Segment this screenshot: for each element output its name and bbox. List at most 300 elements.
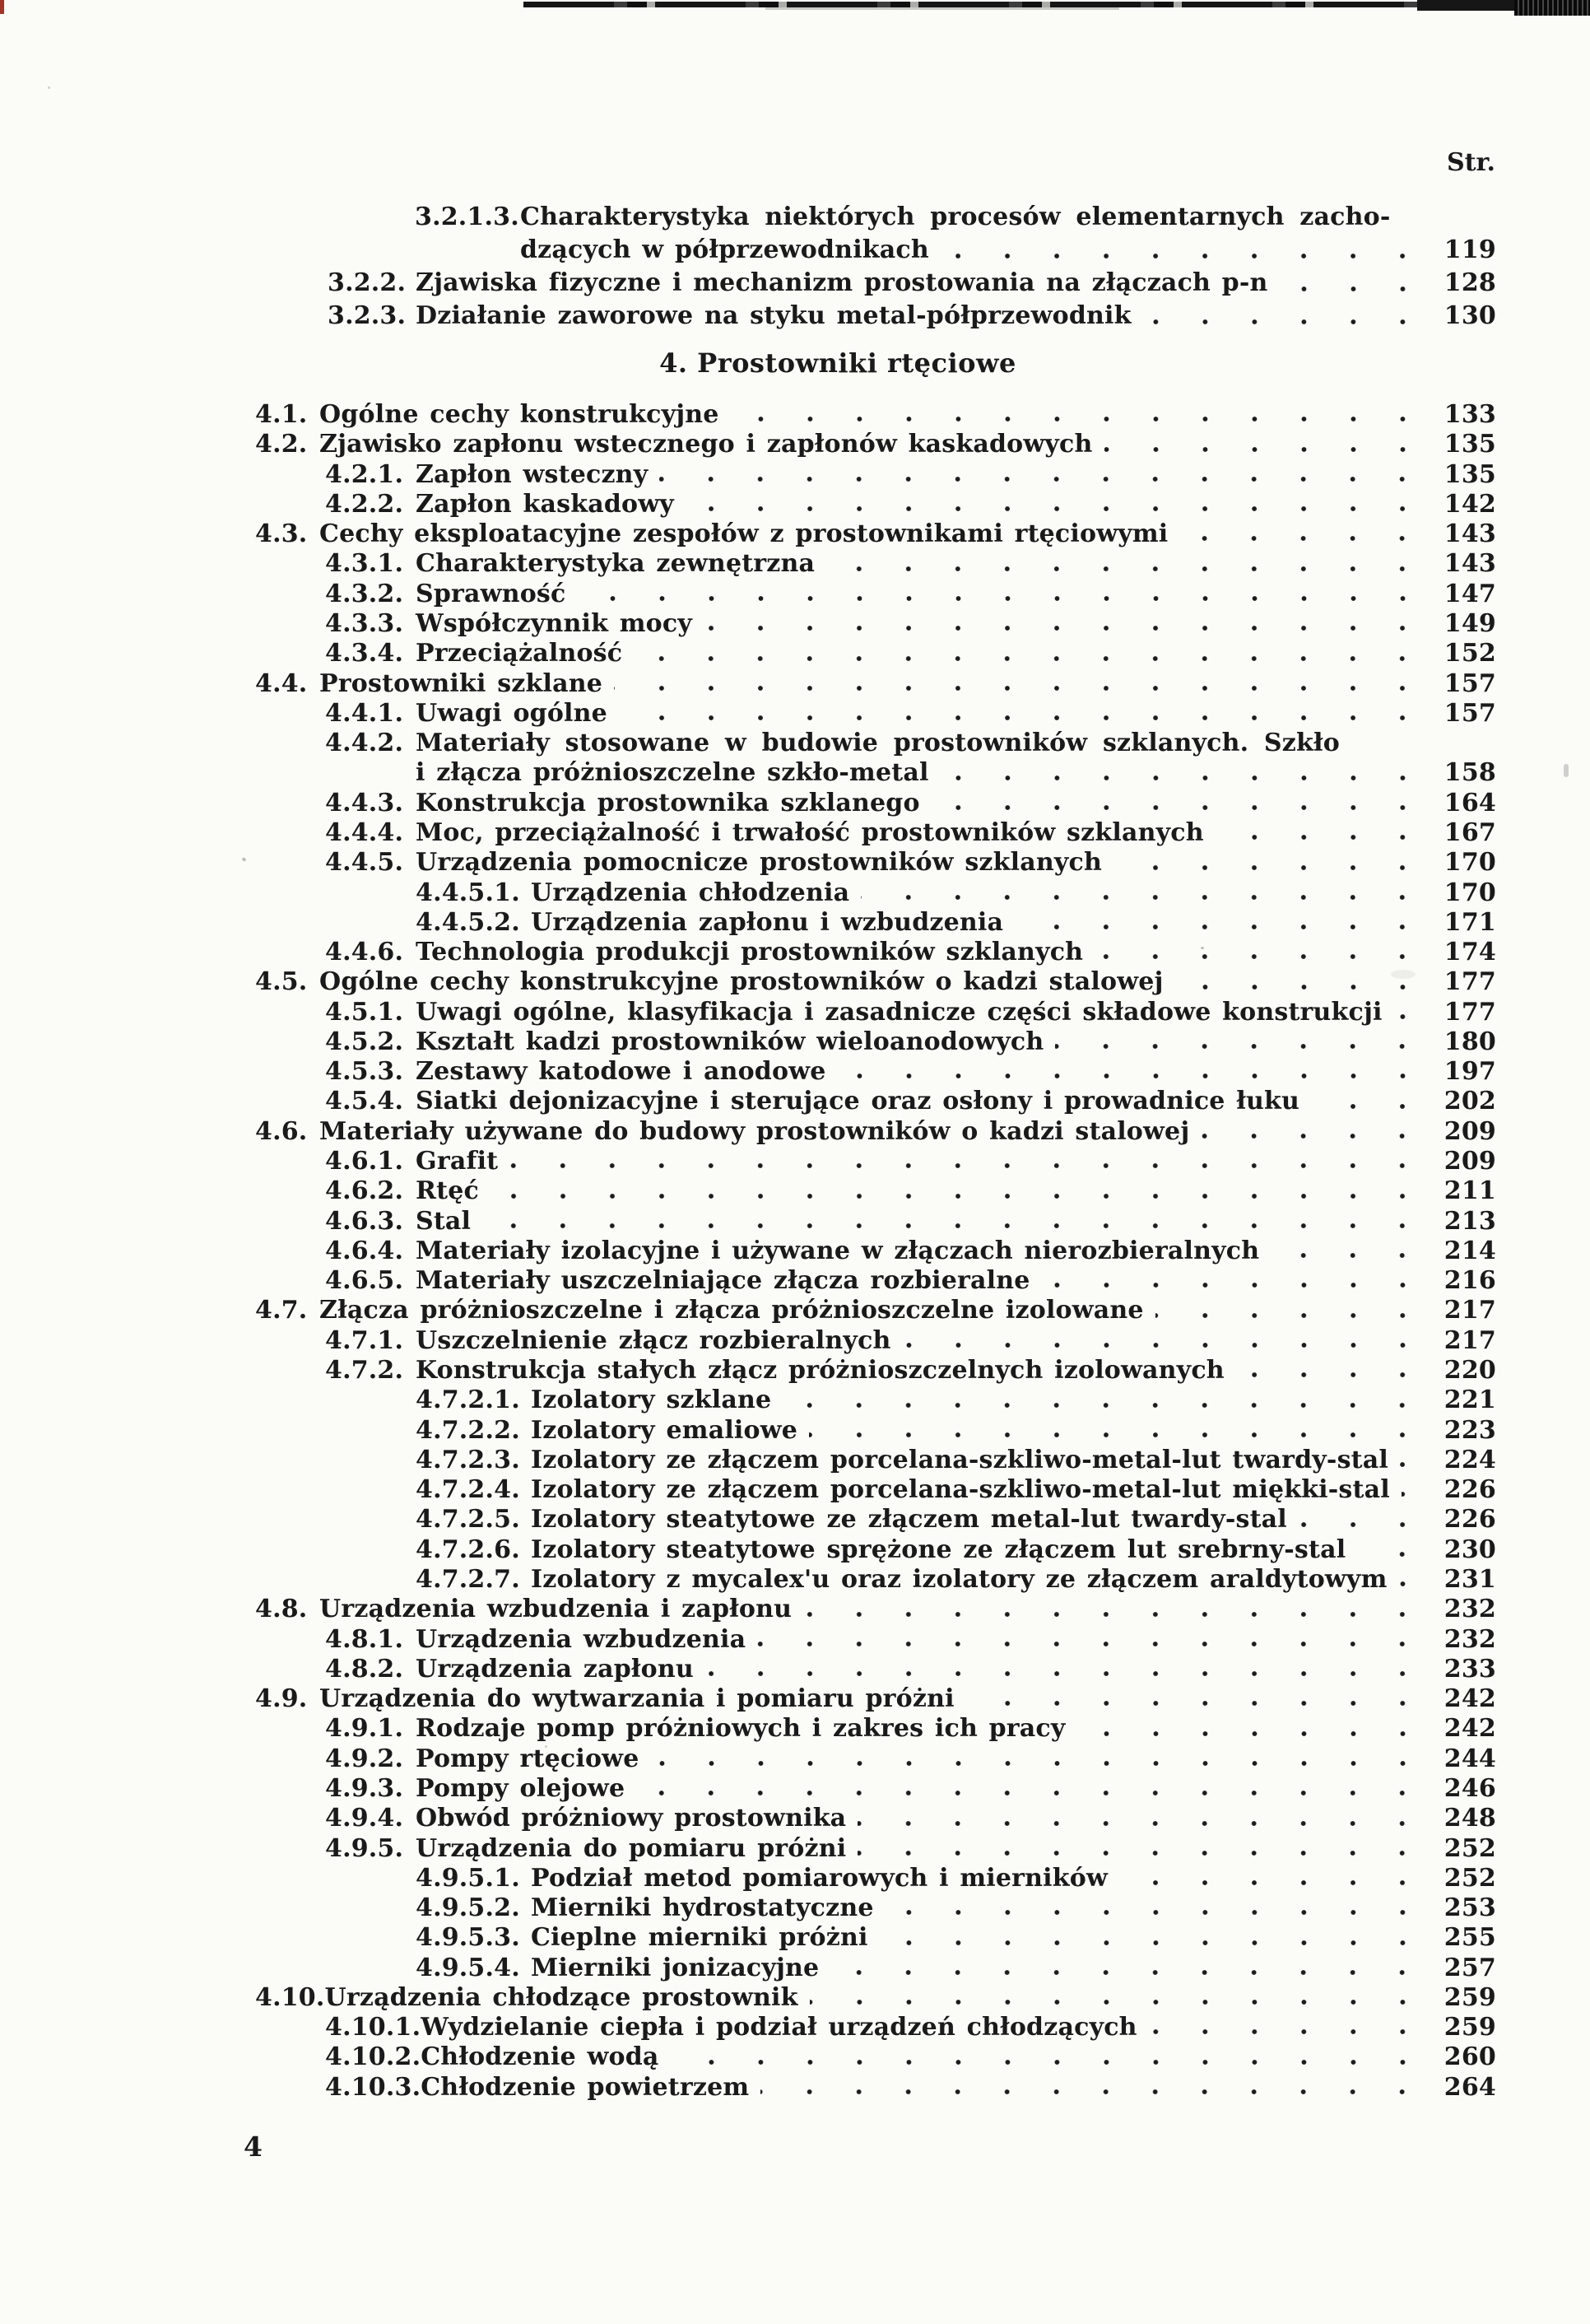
entry-line xyxy=(416,1356,1496,1386)
entry-number: 4.2.2. xyxy=(325,489,404,519)
toc-entry xyxy=(255,1296,1496,1325)
entry-body xyxy=(416,1655,1496,1684)
dot-leader xyxy=(1299,1505,1429,1535)
entry-number: 4.9.4. xyxy=(325,1804,404,1833)
entry-line xyxy=(319,669,1496,699)
entry-page: 220 xyxy=(1444,1356,1496,1385)
toc-entry xyxy=(325,729,1496,789)
entry-page: 252 xyxy=(1444,1833,1496,1863)
toc-entry xyxy=(325,639,1496,668)
entry-body xyxy=(531,1864,1496,1893)
entry-title: Izolatory z mycalex'u oraz izolatory ze złączem araldytowym xyxy=(531,1564,1388,1594)
entry-line xyxy=(416,609,1496,639)
entry-page: 130 xyxy=(1444,301,1496,330)
entry-number: 4.10.2. xyxy=(325,2042,421,2072)
dot-leader xyxy=(903,1326,1429,1356)
dot-leader xyxy=(1113,848,1429,878)
entry-number: 4.2. xyxy=(255,430,308,459)
entry-body xyxy=(319,669,1496,699)
entry-number: 4.6.5. xyxy=(325,1266,404,1296)
entry-line xyxy=(531,1864,1496,1893)
entry-page: 260 xyxy=(1444,2042,1496,2072)
toc-entry xyxy=(325,1087,1496,1116)
entry-page: 230 xyxy=(1444,1535,1496,1564)
entry-title: Współczynnik mocy xyxy=(416,608,692,638)
entry-number: 4.6.2. xyxy=(325,1176,404,1206)
entry-line xyxy=(319,519,1496,549)
dot-leader xyxy=(705,1655,1429,1684)
entry-page: 170 xyxy=(1444,848,1496,878)
scan-speck xyxy=(545,1745,547,1748)
toc-entry xyxy=(416,1446,1496,1475)
dot-leader xyxy=(490,1176,1429,1206)
entry-number: 4.4.6. xyxy=(325,938,404,967)
entry-number: 4.7.2.1. xyxy=(416,1386,520,1415)
entry-line xyxy=(531,1475,1496,1505)
scan-top-right-blob-artifact xyxy=(1514,0,1590,16)
entry-line xyxy=(531,1954,1496,1983)
toc-entry xyxy=(325,460,1496,490)
entry-title: Izolatory emaliowe xyxy=(531,1415,798,1445)
entry-page: 257 xyxy=(1444,1953,1496,1982)
entry-body xyxy=(421,2013,1496,2042)
entry-body xyxy=(416,300,1496,333)
entry-title: Urządzenia do wytwarzania i pomiaru próżni xyxy=(319,1684,955,1714)
entry-line xyxy=(421,2042,1496,2072)
toc-entry xyxy=(255,1684,1496,1714)
dot-leader xyxy=(1400,1446,1429,1475)
entry-body xyxy=(325,1983,1496,2013)
entry-number: 4.4.5.2. xyxy=(416,907,520,937)
entry-line xyxy=(416,848,1496,878)
entry-number: 4.7.2.3. xyxy=(416,1445,520,1474)
dot-leader xyxy=(1201,1117,1429,1147)
entry-body xyxy=(416,1834,1496,1864)
toc-entry xyxy=(325,2073,1496,2103)
entry-page: 242 xyxy=(1444,1714,1496,1744)
entry-line xyxy=(416,818,1496,848)
entry-title: Uwagi ogólne, klasyfikacja i zasadnicze części składowe konstrukcji xyxy=(416,997,1383,1027)
entry-body xyxy=(416,1087,1496,1116)
entry-page: 143 xyxy=(1444,549,1496,579)
dot-leader xyxy=(614,669,1429,699)
toc-entry xyxy=(416,1386,1496,1415)
entry-page: 197 xyxy=(1444,1057,1496,1087)
entry-title: Konstrukcja prostownika szklanego xyxy=(416,788,920,817)
entry-line xyxy=(531,1923,1496,1953)
dot-leader xyxy=(671,2042,1429,2072)
toc-entry xyxy=(325,1326,1496,1356)
entry-number: 4.9.1. xyxy=(325,1714,404,1744)
toc-entry xyxy=(325,1147,1496,1176)
dot-leader xyxy=(1394,998,1429,1027)
entry-line xyxy=(416,1147,1496,1176)
entry-title: Izolatory steatytowe sprężone ze złączem lut srebrny-stal xyxy=(531,1535,1346,1564)
entry-line xyxy=(531,908,1496,938)
toc-entry xyxy=(325,1834,1496,1864)
entry-title: Mierniki hydrostatyczne xyxy=(531,1893,874,1923)
entry-title: Zjawiska fizyczne i mechanizm prostowania na złączach p-n xyxy=(416,268,1268,297)
toc-entry xyxy=(325,998,1496,1027)
dot-leader xyxy=(826,549,1429,579)
entry-page: 211 xyxy=(1444,1176,1496,1206)
dot-leader xyxy=(1399,1565,1429,1595)
entry-body xyxy=(416,549,1496,579)
entry-title: Uszczelnienie złącz rozbieralnych xyxy=(416,1325,891,1355)
entry-page: 164 xyxy=(1444,788,1496,817)
entry-title: Technologia produkcji prostowników szklanych xyxy=(416,938,1084,967)
dot-leader xyxy=(757,1625,1429,1655)
entry-number: 4.3.4. xyxy=(325,639,404,668)
entry-line xyxy=(325,1983,1496,2013)
dot-leader xyxy=(810,1983,1429,2013)
entry-title: Siatki dejonizacyjne i sterujące oraz osłony i prowadnice łuku xyxy=(416,1087,1299,1116)
entry-title: Prostowniki szklane xyxy=(319,668,603,698)
toc-entry xyxy=(325,1237,1496,1266)
entry-body xyxy=(319,1684,1496,1714)
entry-page: 221 xyxy=(1444,1386,1496,1415)
entry-page: 242 xyxy=(1444,1684,1496,1714)
entry-page: 246 xyxy=(1444,1773,1496,1803)
entry-title: dzących w półprzewodnikach xyxy=(520,235,929,264)
entry-title: Rodzaje pomp próżniowych i zakres ich pracy xyxy=(416,1714,1066,1744)
entry-number: 4.5.3. xyxy=(325,1057,404,1087)
entry-line xyxy=(416,267,1496,300)
entry-body xyxy=(416,1774,1496,1804)
dot-leader xyxy=(636,1774,1429,1804)
entry-page: 180 xyxy=(1444,1027,1496,1056)
toc-entry xyxy=(325,1057,1496,1087)
entry-page: 147 xyxy=(1444,579,1496,608)
entry-title: Pompy rtęciowe xyxy=(416,1744,639,1773)
scan-speck xyxy=(1391,970,1416,979)
entry-number: 4.8.2. xyxy=(325,1654,404,1684)
entry-number: 4.4.2. xyxy=(325,729,404,758)
toc-entry xyxy=(416,1954,1496,1983)
entry-body xyxy=(531,1923,1496,1953)
entry-body xyxy=(319,1296,1496,1325)
dot-leader xyxy=(760,2073,1429,2103)
entry-number: 4.4.4. xyxy=(325,817,404,847)
entry-body xyxy=(416,609,1496,639)
entry-title: Urządzenia chłodzenia xyxy=(531,878,850,907)
entry-title: i złącza próżnioszczelne szkło-metal xyxy=(416,758,929,788)
entry-line xyxy=(531,1535,1496,1565)
dot-leader xyxy=(858,1834,1429,1864)
entry-title: Cieplne mierniki próżni xyxy=(531,1923,868,1953)
entry-title: Sprawność xyxy=(416,579,566,608)
entry-title: Działanie zaworowe na styku metal-półprzewodnik xyxy=(416,301,1132,330)
dot-leader xyxy=(1042,1266,1429,1296)
entry-body xyxy=(531,1386,1496,1415)
entry-page: 171 xyxy=(1444,907,1496,937)
toc-entry xyxy=(325,1804,1496,1833)
entry-page: 167 xyxy=(1444,817,1496,847)
dot-leader xyxy=(886,1893,1429,1923)
dot-leader xyxy=(1179,519,1429,549)
dot-leader xyxy=(1015,908,1429,938)
entry-page: 233 xyxy=(1444,1654,1496,1684)
toc-entry xyxy=(325,1744,1496,1774)
entry-body xyxy=(319,400,1496,430)
entry-number: 4.3.3. xyxy=(325,608,404,638)
entry-number: 4.7.2.6. xyxy=(416,1535,520,1564)
entry-number: 4.9.5. xyxy=(325,1833,404,1863)
toc-entry xyxy=(255,967,1496,997)
entry-title: Materiały uszczelniające złącza rozbieralne xyxy=(416,1266,1030,1296)
toc-entry xyxy=(416,1864,1496,1893)
entry-number: 4.4.1. xyxy=(325,698,404,728)
entry-title: Kształt kadzi prostowników wieloanodowych xyxy=(416,1027,1044,1056)
entry-line xyxy=(416,1714,1496,1744)
entry-body xyxy=(319,967,1496,997)
dot-leader xyxy=(1402,1475,1429,1505)
toc-entry xyxy=(325,1714,1496,1744)
dot-leader xyxy=(619,699,1429,729)
entry-line xyxy=(531,1386,1496,1415)
entry-body xyxy=(416,1625,1496,1655)
entry-page: 157 xyxy=(1444,668,1496,698)
entry-title: Przeciążalność xyxy=(416,639,623,668)
entry-number: 4.5.2. xyxy=(325,1027,404,1056)
toc-entry xyxy=(255,1117,1496,1147)
dot-leader xyxy=(509,1147,1429,1176)
toc-entry xyxy=(328,300,1496,333)
entry-body xyxy=(319,1595,1496,1624)
dot-leader xyxy=(830,1954,1429,1983)
entry-line xyxy=(416,490,1496,519)
entry-number: 4.10.1. xyxy=(325,2013,421,2042)
dot-leader xyxy=(803,1595,1429,1624)
entry-number: 4.8. xyxy=(255,1595,308,1624)
dot-leader xyxy=(1311,1087,1429,1116)
dot-leader xyxy=(731,400,1429,430)
entry-number: 4.4.5. xyxy=(325,848,404,878)
toc-entry xyxy=(325,1176,1496,1206)
entry-line xyxy=(416,1057,1496,1087)
entry-title-line1: Charakterystyka niektórych procesów elementarnych zacho- xyxy=(520,203,1391,231)
scan-speck xyxy=(241,857,246,862)
entry-body xyxy=(531,1954,1496,1983)
entry-title: Obwód próżniowy prostownika xyxy=(416,1804,847,1833)
entry-line xyxy=(319,1595,1496,1624)
entry-page: 253 xyxy=(1444,1893,1496,1923)
entry-title: Wydzielanie ciepła i podział urządzeń chłodzących xyxy=(421,2013,1137,2042)
entry-line xyxy=(319,430,1496,459)
entry-line xyxy=(416,1655,1496,1684)
entry-line xyxy=(416,1744,1496,1774)
entry-line xyxy=(416,1625,1496,1655)
entry-title: Materiały izolacyjne i używane w złączach nierozbieralnych xyxy=(416,1236,1260,1265)
dot-leader xyxy=(578,580,1430,609)
entry-number: 4.9.5.2. xyxy=(416,1893,520,1923)
entry-number: 3.2.1.3. xyxy=(415,203,519,231)
entry-title: Chłodzenie powietrzem xyxy=(421,2072,750,2102)
entry-body xyxy=(416,789,1496,818)
entry-page: 226 xyxy=(1444,1475,1496,1505)
entry-title: Izolatory szklane xyxy=(531,1386,772,1415)
entry-line xyxy=(416,1326,1496,1356)
entry-page: 209 xyxy=(1444,1147,1496,1176)
dot-leader xyxy=(941,758,1429,788)
entry-body xyxy=(416,998,1496,1027)
entry-body xyxy=(416,848,1496,878)
entry-page: 174 xyxy=(1444,938,1496,967)
entry-title: Urządzenia zapłonu i wzbudzenia xyxy=(531,907,1004,937)
scan-speck xyxy=(48,86,50,89)
entry-line xyxy=(416,1237,1496,1266)
entry-line xyxy=(531,1893,1496,1923)
entry-body xyxy=(531,1475,1496,1505)
entry-line xyxy=(416,699,1496,729)
dot-leader xyxy=(1119,1864,1429,1893)
entry-title: Urządzenia wzbudzenia xyxy=(416,1624,746,1654)
entry-number: 4.9.3. xyxy=(325,1773,404,1803)
entry-page: 264 xyxy=(1444,2072,1496,2102)
dot-leader xyxy=(1077,1714,1429,1744)
entry-number: 4.3.1. xyxy=(325,549,404,579)
dot-leader xyxy=(482,1207,1429,1237)
toc-entry xyxy=(255,519,1496,549)
dot-leader xyxy=(858,1804,1429,1833)
entry-line xyxy=(416,1027,1496,1057)
entry-number: 4.7.2. xyxy=(325,1356,404,1385)
entry-line xyxy=(416,580,1496,609)
toc-entry xyxy=(416,1893,1496,1923)
entry-body xyxy=(421,2042,1496,2072)
toc-entry xyxy=(325,1027,1496,1057)
entry-title: Izolatory ze złączem porcelana-szkliwo-metal-lut miękki-stal xyxy=(531,1475,1390,1505)
dot-leader xyxy=(1055,1027,1429,1057)
dot-leader xyxy=(1149,2013,1429,2042)
entry-body xyxy=(531,1416,1496,1446)
entry-line xyxy=(416,758,1496,788)
entry-page: 202 xyxy=(1444,1087,1496,1116)
dot-leader xyxy=(783,1386,1429,1415)
entry-line xyxy=(416,1774,1496,1804)
entry-body xyxy=(416,1356,1496,1386)
entry-page: 214 xyxy=(1444,1236,1496,1265)
entry-page: 216 xyxy=(1444,1266,1496,1296)
dot-leader xyxy=(1236,1356,1429,1386)
entry-page: 152 xyxy=(1444,639,1496,668)
toc-entry xyxy=(325,938,1496,967)
entry-line xyxy=(416,460,1496,490)
entry-number: 4.4.3. xyxy=(325,788,404,817)
entry-body xyxy=(319,1117,1496,1147)
entry-title: Ogólne cechy konstrukcyjne prostowników o kadzi stalowej xyxy=(319,967,1164,997)
toc-main-section xyxy=(255,400,1496,2103)
entry-number: 4.7.2.4. xyxy=(416,1475,520,1505)
entry-page: 232 xyxy=(1444,1624,1496,1654)
dot-leader xyxy=(966,1684,1429,1714)
entry-page: 170 xyxy=(1444,878,1496,907)
entry-page: 255 xyxy=(1444,1923,1496,1953)
dot-leader xyxy=(686,490,1429,519)
entry-body xyxy=(531,1535,1496,1565)
entry-line xyxy=(416,300,1496,333)
toc-entry xyxy=(255,400,1496,430)
entry-body xyxy=(416,1057,1496,1087)
toc-entry xyxy=(255,430,1496,459)
entry-page: 135 xyxy=(1444,430,1496,459)
entry-number: 4.9. xyxy=(255,1684,308,1714)
dot-leader xyxy=(809,1416,1429,1446)
toc-entry xyxy=(325,699,1496,729)
entry-body xyxy=(531,1565,1496,1595)
entry-body xyxy=(531,1446,1496,1475)
entry-title: Podział metod pomiarowych i mierników xyxy=(531,1863,1108,1893)
dot-leader xyxy=(1280,267,1429,300)
entry-page: 217 xyxy=(1444,1325,1496,1355)
entry-line xyxy=(319,1684,1496,1714)
entry-body xyxy=(416,1147,1496,1176)
entry-title: Urządzenia do pomiaru próżni xyxy=(416,1833,847,1863)
entry-title: Stal xyxy=(416,1206,472,1236)
entry-body xyxy=(416,267,1496,300)
scan-speck xyxy=(1201,947,1204,949)
entry-body xyxy=(531,908,1496,938)
dot-leader xyxy=(704,609,1429,639)
entry-body xyxy=(416,460,1496,490)
entry-body xyxy=(416,490,1496,519)
entry-line xyxy=(319,967,1496,997)
toc-pre-section xyxy=(255,201,1496,333)
entry-page: 133 xyxy=(1444,400,1496,429)
toc-entry xyxy=(325,1356,1496,1386)
toc-entry xyxy=(255,669,1496,699)
entry-line xyxy=(416,549,1496,579)
entry-line xyxy=(319,1296,1496,1325)
entry-page: 259 xyxy=(1444,1982,1496,2012)
entry-number: 4.7. xyxy=(255,1296,308,1325)
entry-page: 224 xyxy=(1444,1445,1496,1474)
entry-body xyxy=(416,1744,1496,1774)
entry-number: 4.10.3. xyxy=(325,2072,421,2102)
entry-title: Urządzenia chłodzące prostownik xyxy=(324,1982,798,2012)
dot-leader xyxy=(838,1057,1429,1087)
entry-line xyxy=(416,938,1496,967)
toc-entry xyxy=(415,201,1496,267)
toc-entry xyxy=(325,1655,1496,1684)
scan-red-corner-mark xyxy=(0,0,4,14)
toc-entry xyxy=(325,789,1496,818)
entry-number: 4.5.4. xyxy=(325,1087,404,1116)
entry-title: Izolatory steatytowe ze złączem metal-lut twardy-stal xyxy=(531,1505,1287,1535)
entry-page: 177 xyxy=(1444,997,1496,1027)
entry-number: 4.4. xyxy=(255,668,308,698)
entry-page: 213 xyxy=(1444,1206,1496,1236)
entry-page: 226 xyxy=(1444,1505,1496,1535)
entry-page: 135 xyxy=(1444,459,1496,489)
entry-title: Charakterystyka zewnętrzna xyxy=(416,549,816,579)
entry-number: 4.2.1. xyxy=(325,459,404,489)
entry-line xyxy=(416,1266,1496,1296)
entry-line xyxy=(531,1505,1496,1535)
entry-title: Zapłon wsteczny xyxy=(416,459,649,489)
toc-entry xyxy=(325,2042,1496,2072)
toc-entry xyxy=(325,818,1496,848)
entry-number: 4.9.5.4. xyxy=(416,1953,520,1982)
entry-title: Chłodzenie wodą xyxy=(421,2042,659,2072)
entry-page: 259 xyxy=(1444,2013,1496,2042)
dot-leader xyxy=(1175,967,1429,997)
entry-line xyxy=(416,1176,1496,1206)
entry-number: 4.10. xyxy=(255,1982,325,2012)
toc-entry xyxy=(325,580,1496,609)
toc-entry xyxy=(255,1983,1496,2013)
entry-number: 4.6.1. xyxy=(325,1147,404,1176)
